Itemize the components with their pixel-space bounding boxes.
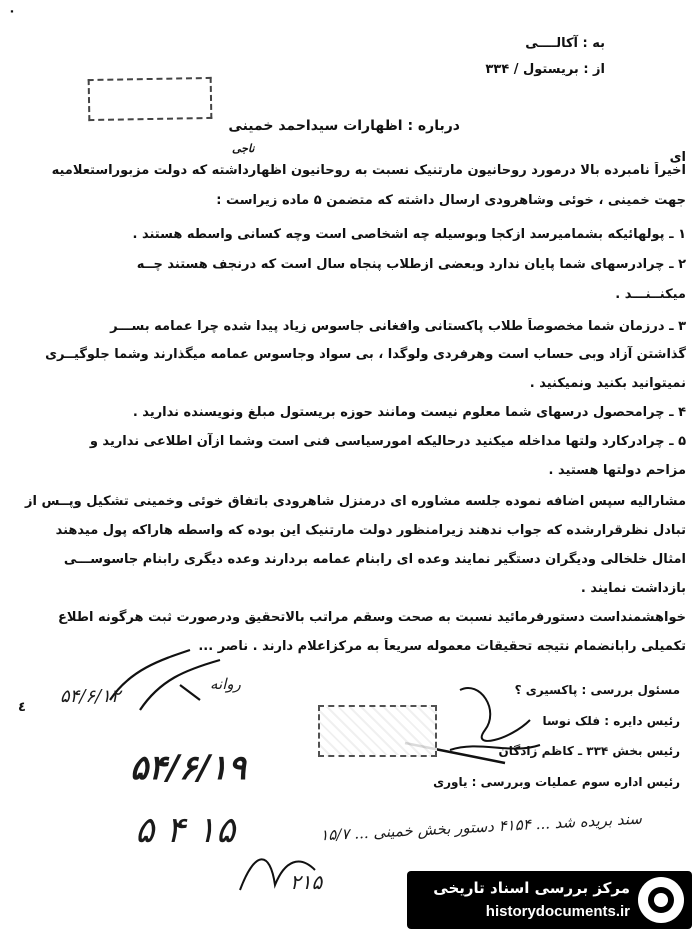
handwritten-ref-number: ۲۱۵ — [290, 870, 323, 894]
handwritten-numbers: ۵ ۴ ۱۵ — [135, 810, 236, 851]
archive-url: historydocuments.ir — [485, 903, 630, 920]
body-line: جهت خمینی ، خوئی وشاهرودی ارسال داشته که متضمن ۵ ماده زیراست : — [216, 193, 686, 208]
archive-footer — [407, 871, 692, 929]
header-to: به : آکالــــی — [525, 36, 605, 51]
body-line: امثال خلخالی ودیگران دستگیر نمایند وعده ای رابنام عمامه بردارند وعده دیگری رابنام جاسوســـی — [63, 552, 686, 567]
inline-suffix: ای — [669, 150, 686, 165]
top-mark: ٠ — [8, 4, 16, 19]
signature-line: رئیس بخش ۳۳۴ ـ کاظم زادگان — [498, 744, 680, 758]
body-line: بازداشت نمایند . — [580, 581, 686, 596]
handwritten-date-left: ۵۴/۶/۱۲ — [60, 686, 121, 707]
body-line: ۱ ـ پولهائیکه بشماميرسد ازکجا وبوسیله چه اشخاصی است وچه کسانی واسطه هستند . — [132, 227, 686, 242]
handwritten-note-bottom: سند بریده شد ... ۴۱۵۴ دستور بخش خمینی ... ۱۵/۷ — [319, 809, 643, 845]
body-line: ۳ ـ درزمان شما مخصوصاً طلاب پاکستانی وافغانی جاسوس زیاد پیدا شده چرا عمامه بســـر — [110, 319, 686, 334]
body-line: مزاحم دولتها هستید . — [548, 463, 686, 478]
body-line: تکمیلی رابانضمام نتیجه تحقیقات معموله سریعاً به مرکزاعلام دارند . ناصر ... — [198, 639, 686, 654]
stamp-box — [88, 77, 213, 121]
body-line: نمیتوانید بکنید ونمیکنید . — [529, 376, 686, 391]
archive-logo-icon — [638, 877, 684, 923]
body-line: تبادل نظرقرارشده که جواب ندهند زیرامنظور دولت مارتنیک این بوده که واسطه هاراکه پول میدهند — [55, 523, 686, 538]
body-line: ۲ ـ چرادرسهای شما پایان ندارد وبعضی ازطلاب پنجاه سال است که درنجف هستند چــه — [136, 257, 686, 272]
body-line: خواهشمنداست دستورفرمائید نسبت به صحت وسقم مراتب بالاتحقیق ودرصورت ثبت هرگونه اطلاع — [58, 610, 686, 625]
inline-note: ناجی — [232, 142, 255, 155]
handwritten-date-mid: ۵۴/۶/۱۹ — [130, 748, 247, 788]
body-line: گذاشتن آزاد وبی حساب است وهرفردی ولوگدا ، بی سواد وجاسوس عمامه میگذارند وشما جلوگیــری — [45, 347, 686, 362]
margin-mark: ٤ — [18, 700, 26, 715]
stamp-box-lower — [318, 705, 437, 757]
subject-line: درباره : اظهارات سیداحمد خمینی — [228, 118, 460, 134]
signature-line: رئیس اداره سوم عملیات وبررسی : یاوری — [433, 775, 680, 789]
handwritten-note-top: روانه — [210, 675, 241, 693]
header-from: از : بریستول / ۳۳۴ — [485, 62, 605, 77]
signature-line: رئیس دایره : فلک نوسا — [542, 714, 680, 728]
body-line: اخیراً نامبرده بالا درمورد روحانیون مارتنیک نسبت به روحانیون اظهارداشته که دولت مزبوراستعلامیه — [51, 163, 686, 178]
body-line: مشارالیه سپس اضافه نموده جلسه مشاوره ای درمنزل شاهرودی باتفاق خوئی وخمینی تشکیل وپــس از — [25, 494, 686, 509]
signature-line: مسئول بررسی : پاکسیری ؟ — [514, 683, 680, 697]
body-line: ۴ ـ چرامحصول درسهای شما معلوم نیست ومانند حوزه بریستول مبلغ ونویسنده ندارید . — [132, 405, 686, 420]
body-line: میکنــنـــد . — [615, 287, 686, 302]
archive-name: مرکز بررسی اسناد تاریخی — [433, 879, 630, 897]
body-line: ۵ ـ چرادرکارد ولتها مداخله میکنید درحالیکه امورسیاسی فنی است وشما ازآن اطلاعی ندارید و — [89, 434, 686, 449]
